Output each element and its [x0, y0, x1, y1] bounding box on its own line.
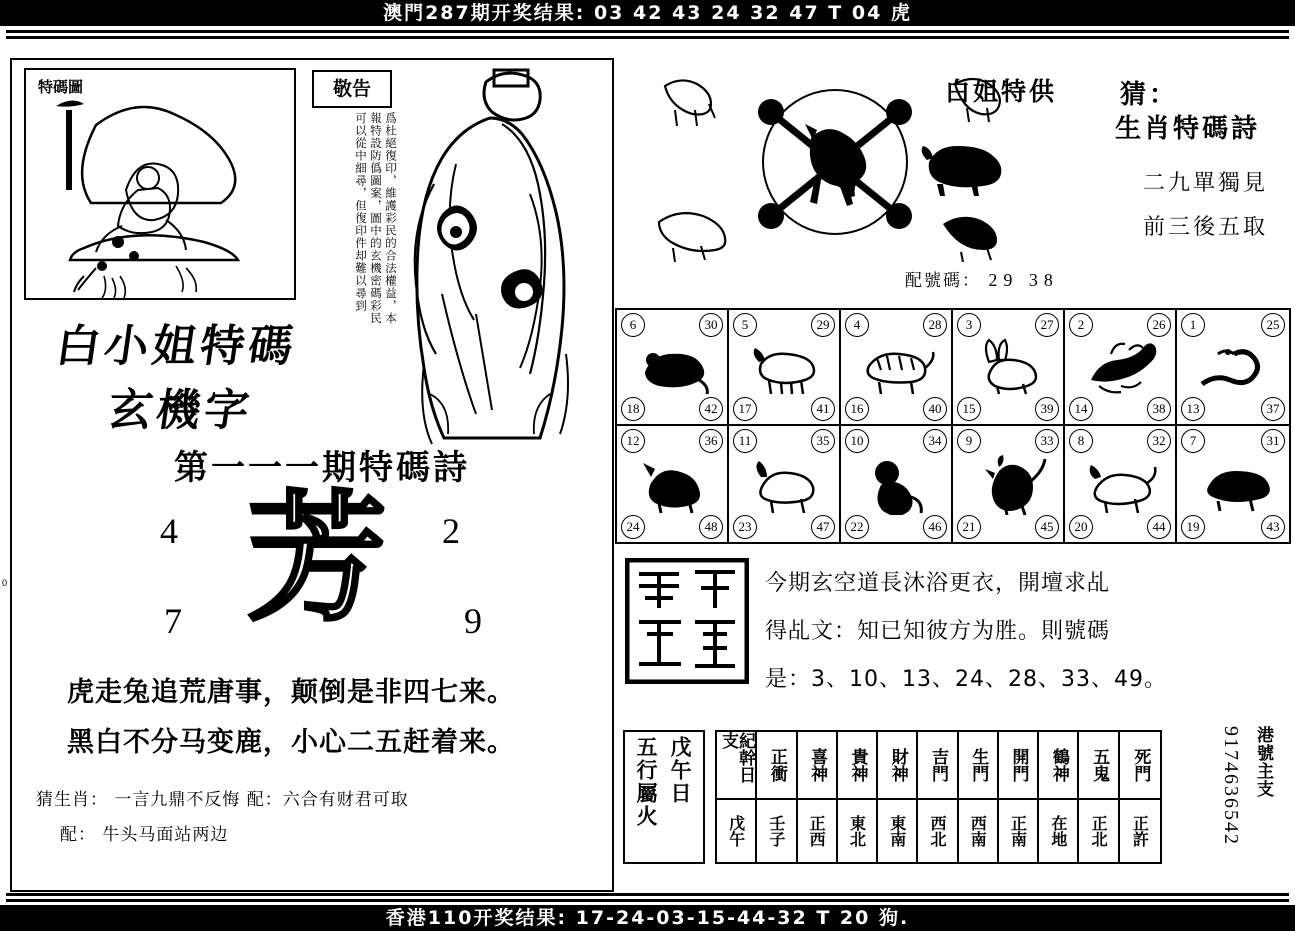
notice-title-box: 敬告 [312, 70, 392, 108]
cell-number-bottom-right: 44 [1147, 515, 1171, 539]
cell-number-top-right: 25 [1261, 313, 1285, 337]
table-value-cell [999, 800, 1037, 862]
grid-cell[interactable] [841, 426, 953, 542]
grid-cell[interactable] [1065, 310, 1177, 426]
dragon-icon [1081, 336, 1159, 398]
cell-number-top-right: 27 [1035, 313, 1059, 337]
cell-number-top-left: 4 [845, 313, 869, 337]
oracle-text-line-2: 得乩文：知已知彼方为胜。則號碼 [765, 619, 1111, 644]
rat-icon [633, 336, 711, 398]
corner-number-top-right: 2 [442, 511, 460, 551]
table-header-cell [717, 732, 755, 800]
table-column [757, 732, 797, 862]
table-header-cell [918, 732, 956, 800]
table-value-text: 東南 [887, 815, 907, 847]
issue-title: 第一一一期特碼詩 [174, 448, 470, 488]
cell-number-top-right: 34 [923, 429, 947, 453]
pei-hao-row [905, 266, 1059, 291]
table-header-text: 生門 [968, 748, 989, 782]
wuxing-column-date: 戊午日 [668, 736, 692, 805]
wuxing-box [623, 730, 705, 864]
guess-label: 猜： [1120, 80, 1179, 110]
table-value-text: 正西 [807, 815, 827, 847]
grid-cell[interactable] [729, 310, 841, 426]
table-value-cell [838, 800, 876, 862]
cell-number-bottom-left: 13 [1181, 397, 1205, 421]
cell-number-top-right: 36 [699, 429, 723, 453]
table-column [798, 732, 838, 862]
owner-label: 港號主支 [1253, 726, 1273, 798]
zodiac-guess-line-2: 配： 牛头马面站两边 [60, 825, 229, 845]
divider-rule-bottom-1 [6, 893, 1289, 896]
cell-number-bottom-left: 21 [957, 515, 981, 539]
cell-number-top-left: 2 [1069, 313, 1093, 337]
cell-number-top-left: 11 [733, 429, 757, 453]
table-header-cell [959, 732, 997, 800]
almanac-table [715, 730, 1162, 864]
table-header-text: 財神 [887, 748, 908, 782]
pei-hao-label: 配號碼： [905, 271, 981, 291]
horse-icon [633, 453, 711, 515]
cell-number-bottom-right: 47 [811, 515, 835, 539]
cell-number-bottom-right: 46 [923, 515, 947, 539]
edge-mark-left-top: 0 [2, 18, 8, 28]
zodiac-guess-line-1: 猜生肖： 一言九鼎不反悔 配：六合有财君可取 [36, 790, 409, 810]
monkey-icon [857, 453, 935, 515]
cell-number-top-left: 9 [957, 429, 981, 453]
top-result-banner: 澳門287期开奖结果: 03 42 43 24 32 47 T 04 虎 [0, 0, 1295, 26]
rooster-icon [969, 453, 1047, 515]
table-value-text: 正南 [1008, 815, 1028, 847]
table-value-cell [959, 800, 997, 862]
cell-number-top-right: 31 [1261, 429, 1285, 453]
grid-cell[interactable] [1177, 426, 1289, 542]
table-value-text: 正北 [1089, 815, 1109, 847]
cell-number-top-left: 6 [621, 313, 645, 337]
table-value-cell [918, 800, 956, 862]
oracle-text-line-1: 今期玄空道長沐浴更衣，開壇求乩 [765, 571, 1111, 596]
poem-line-1: 虎走兔追荒唐事，颠倒是非四七来。 [67, 677, 515, 708]
corner-number-top-left: 4 [160, 511, 178, 551]
cell-number-bottom-left: 17 [733, 397, 757, 421]
table-value-cell [717, 800, 755, 862]
cell-number-bottom-left: 18 [621, 397, 645, 421]
grid-cell[interactable] [841, 310, 953, 426]
owner-number: 9174636542 [1220, 726, 1242, 846]
table-column [959, 732, 999, 862]
main-title-line2: 玄機字 [104, 385, 256, 436]
table-value-text: 正許 [1130, 815, 1150, 847]
cell-number-top-left: 10 [845, 429, 869, 453]
table-value-cell [1079, 800, 1117, 862]
goddess-figure-illustration [390, 64, 605, 504]
wuxing-column-element: 五行屬火 [634, 736, 658, 828]
cell-number-top-left: 7 [1181, 429, 1205, 453]
cell-number-bottom-right: 40 [923, 397, 947, 421]
guess-line-1: 二九單獨見 [1143, 171, 1269, 196]
cell-number-bottom-right: 42 [699, 397, 723, 421]
cell-number-top-right: 35 [811, 429, 835, 453]
table-header-cell [999, 732, 1037, 800]
table-header-cell [1079, 732, 1117, 800]
table-header-text: 貴神 [847, 748, 868, 782]
table-value-cell [757, 800, 795, 862]
guess-subtitle: 生肖特碼詩 [1115, 114, 1261, 144]
big-riddle-character [192, 480, 442, 640]
cell-number-bottom-right: 48 [699, 515, 723, 539]
table-header-cell [1039, 732, 1077, 800]
table-header-cell [798, 732, 836, 800]
ox-silhouette-icon [915, 128, 1015, 198]
table-column [1039, 732, 1079, 862]
cell-number-top-left: 5 [733, 313, 757, 337]
edge-mark-left-mid: 0 [2, 578, 8, 588]
table-header-text: 五鬼 [1089, 748, 1110, 782]
grid-cell[interactable] [617, 426, 729, 542]
corner-number-bottom-left: 7 [164, 601, 182, 641]
cell-number-bottom-left: 15 [957, 397, 981, 421]
table-header-text: 正衝 [766, 748, 787, 782]
bottom-result-banner: 香港110开奖结果: 17-24-03-15-44-32 T 20 狗. [0, 905, 1295, 931]
pig-icon [1194, 453, 1272, 515]
table-value-text: 西南 [968, 815, 988, 847]
zodiac-number-grid [615, 308, 1291, 544]
snake-icon [1194, 336, 1272, 398]
grid-cell[interactable] [617, 310, 729, 426]
cell-number-top-right: 26 [1147, 313, 1171, 337]
table-header-cell [1120, 732, 1160, 800]
grid-cell[interactable] [953, 310, 1065, 426]
cell-number-bottom-left: 16 [845, 397, 869, 421]
table-column [918, 732, 958, 862]
picture-label: 特碼圖 [38, 78, 84, 96]
ox-icon [745, 336, 823, 398]
guess-line-2: 前三後五取 [1143, 215, 1269, 240]
grid-cell[interactable] [729, 426, 841, 542]
cell-number-top-right: 30 [699, 313, 723, 337]
cell-number-top-left: 3 [957, 313, 981, 337]
divider-rule-bottom-2 [6, 899, 1289, 902]
cell-number-bottom-left: 24 [621, 515, 645, 539]
table-value-cell [878, 800, 916, 862]
poem-line-2: 黑白不分马变鹿，小心二五赶着来。 [67, 727, 515, 758]
notice-body-text: 爲杜絕復印，維護彩民的合法權益，本報特設防僞圖案，圖中的玄機密碼彩民可以從中細尋，但復印件却難以尋到 [354, 112, 398, 325]
main-title-line1: 白小姐特碼 [52, 321, 300, 372]
table-header-text: 吉門 [927, 748, 948, 782]
table-header-text: 死門 [1130, 748, 1151, 782]
table-header-text: 喜神 [807, 748, 828, 782]
table-header-text: 紀幹日支 [718, 732, 756, 783]
main-title [52, 310, 387, 436]
pei-hao-values: 29 38 [988, 270, 1059, 290]
oracle-text-line-3: 是：3、10、13、24、28、33、49。 [765, 667, 1167, 692]
dog-icon [1081, 453, 1159, 515]
cell-number-bottom-right: 41 [811, 397, 835, 421]
owner-info [1167, 726, 1287, 866]
cell-number-top-left: 12 [621, 429, 645, 453]
table-header-cell [878, 732, 916, 800]
table-value-text: 西北 [927, 815, 947, 847]
tiger-icon [857, 336, 935, 398]
table-value-text: 戊午 [726, 815, 746, 847]
bai-jie-title: 白姐特供 [945, 77, 1058, 106]
right-column [615, 58, 1287, 888]
cell-number-bottom-left: 20 [1069, 515, 1093, 539]
cell-number-bottom-right: 43 [1261, 515, 1285, 539]
table-value-text: 壬子 [766, 815, 786, 847]
talisman-picture-box [24, 68, 296, 300]
goat-icon [745, 453, 823, 515]
table-column [717, 732, 757, 862]
rabbit-icon [969, 336, 1047, 398]
grid-cell[interactable] [1177, 310, 1289, 426]
grid-cell[interactable] [953, 426, 1065, 542]
cell-number-bottom-left: 14 [1069, 397, 1093, 421]
table-column [878, 732, 918, 862]
cell-number-bottom-left: 23 [733, 515, 757, 539]
scene-illustration [26, 70, 294, 298]
big-riddle-character-glyph: 芳 [246, 478, 387, 641]
table-value-cell [1120, 800, 1160, 862]
cell-number-top-left: 8 [1069, 429, 1093, 453]
cell-number-top-right: 29 [811, 313, 835, 337]
cell-number-bottom-right: 38 [1147, 397, 1171, 421]
grid-cell[interactable] [1065, 426, 1177, 542]
corner-number-bottom-right: 9 [464, 601, 482, 641]
table-header-text: 開門 [1008, 748, 1029, 782]
cell-number-top-left: 1 [1181, 313, 1205, 337]
cell-number-top-right: 28 [923, 313, 947, 337]
table-header-text: 鶴神 [1048, 748, 1069, 782]
table-value-cell [798, 800, 836, 862]
divider-rule-top-1 [6, 30, 1289, 33]
cell-number-top-right: 32 [1147, 429, 1171, 453]
table-column [838, 732, 878, 862]
cell-number-bottom-right: 39 [1035, 397, 1059, 421]
table-header-cell [838, 732, 876, 800]
table-value-text: 在地 [1048, 815, 1068, 847]
left-panel [10, 58, 614, 892]
cell-number-bottom-left: 19 [1181, 515, 1205, 539]
table-value-text: 東北 [847, 815, 867, 847]
cell-number-top-right: 33 [1035, 429, 1059, 453]
cell-number-bottom-left: 22 [845, 515, 869, 539]
cell-number-bottom-right: 37 [1261, 397, 1285, 421]
table-column [1079, 732, 1119, 862]
seal-stamp [625, 558, 749, 684]
divider-rule-top-2 [6, 36, 1289, 39]
table-column [999, 732, 1039, 862]
cell-number-bottom-right: 45 [1035, 515, 1059, 539]
table-column [1120, 732, 1160, 862]
table-header-cell [757, 732, 795, 800]
table-value-cell [1039, 800, 1077, 862]
